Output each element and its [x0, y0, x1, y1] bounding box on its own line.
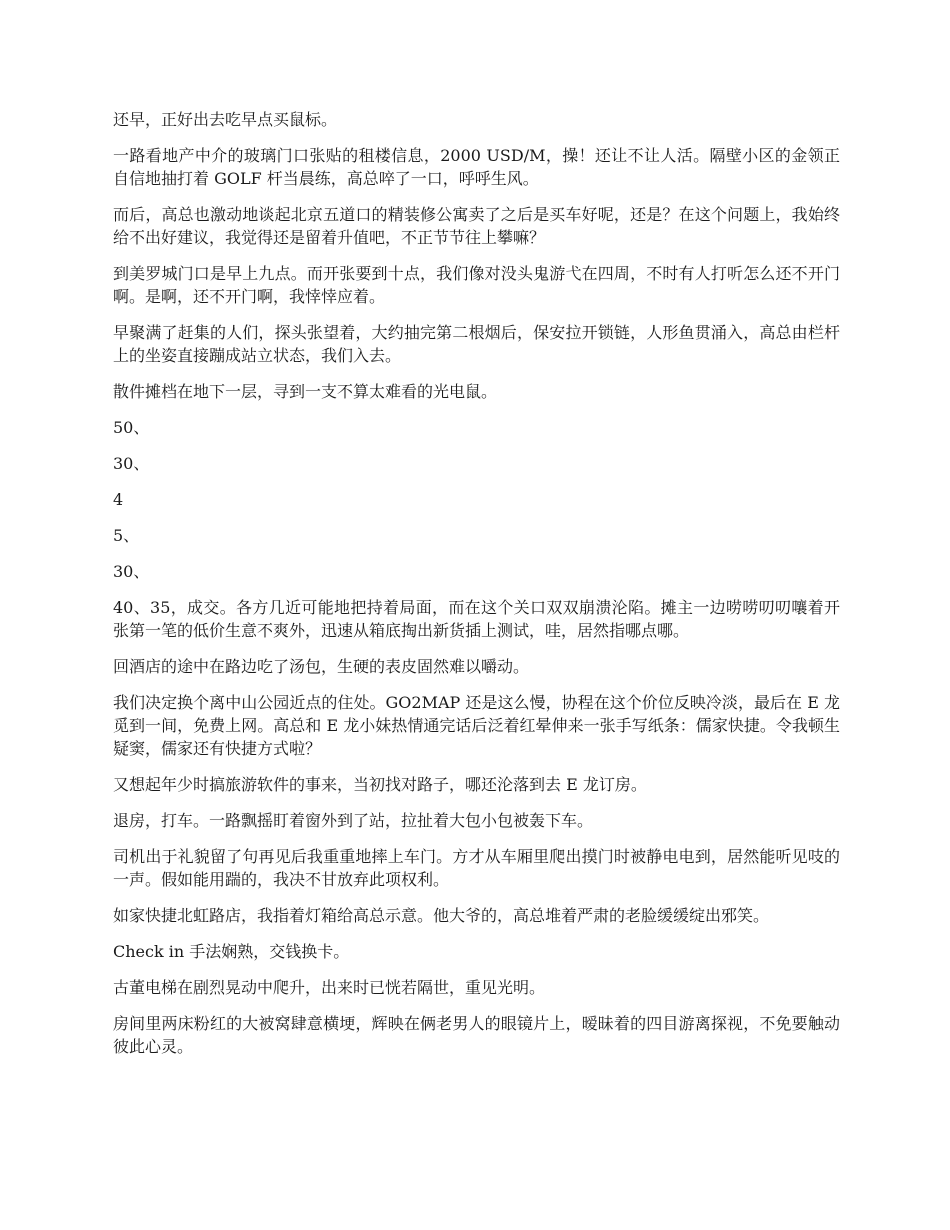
paragraph: 40、35，成交。各方几近可能地把持着局面，而在这个关口双双崩溃沦陷。摊主一边唠唠叨叨嚷着开张第一笔的低价生意不爽外，迅速从箱底掏出新货插上测试，哇，居然指哪点哪。	[113, 598, 840, 640]
paragraph: 50、	[113, 418, 150, 437]
paragraph: 退房，打车。一路飘摇盯着窗外到了站，拉扯着大包小包被轰下车。	[113, 811, 594, 830]
paragraph: 房间里两床粉红的大被窝肆意横埂，辉映在俩老男人的眼镜片上，暧昧着的四目游离探视，不免要触动彼此心灵。	[113, 1014, 840, 1056]
paragraph: 5、	[113, 526, 140, 545]
paragraph: Check in 手法娴熟，交钱换卡。	[113, 942, 350, 961]
paragraph: 司机出于礼貌留了句再见后我重重地摔上车门。方才从车厢里爬出摸门时被静电电到，居然能听见吱的一声。假如能用踹的，我决不甘放弃此项权利。	[113, 847, 840, 889]
paragraph: 4	[113, 490, 124, 509]
paragraph: 而后，高总也激动地谈起北京五道口的精装修公寓卖了之后是买车好呢，还是？在这个问题上，我始终给不出好建议，我觉得还是留着升值吧，不正节节往上攀嘛？	[113, 205, 840, 247]
paragraph: 还早，正好出去吃早点买鼠标。	[113, 110, 338, 129]
paragraph: 30、	[113, 454, 150, 473]
document-body	[113, 108, 840, 1071]
paragraph: 早聚满了赶集的人们，探头张望着，大约抽完第二根烟后，保安拉开锁链，人形鱼贯涌入，高总由栏杆上的坐姿直接蹦成站立状态，我们入去。	[113, 323, 840, 365]
paragraph: 我们决定换个离中山公园近点的住处。GO2MAP 还是这么慢，协程在这个价位反映冷淡，最后在 E 龙觅到一间，免费上网。高总和 E 龙小妹热情通完话后泛着红晕伸来一张手写纸条：儒家快捷。令我顿生疑窦，儒家还有快捷方式啦？	[113, 693, 840, 758]
paragraph: 如家快捷北虹路店，我指着灯箱给高总示意。他大爷的，高总堆着严肃的老脸缓缓绽出邪笑。	[113, 906, 770, 925]
paragraph: 回酒店的途中在路边吃了汤包，生硬的表皮固然难以嚼动。	[113, 657, 530, 676]
paragraph: 一路看地产中介的玻璃门口张贴的租楼信息，2000 USD/M，操！还让不让人活。隔壁小区的金领正自信地抽打着 GOLF 杆当晨练，高总啐了一口，呼呼生风。	[113, 146, 840, 188]
paragraph: 30、	[113, 562, 150, 581]
paragraph: 散件摊档在地下一层，寻到一支不算太难看的光电鼠。	[113, 382, 498, 401]
paragraph: 古董电梯在剧烈晃动中爬升，出来时已恍若隔世，重见光明。	[113, 978, 546, 997]
paragraph: 到美罗城门口是早上九点。而开张要到十点，我们像对没头鬼游弋在四周，不时有人打听怎么还不开门啊。是啊，还不开门啊，我悻悻应着。	[113, 264, 840, 306]
paragraph: 又想起年少时搞旅游软件的事来，当初找对路子，哪还沦落到去 E 龙订房。	[113, 775, 647, 794]
